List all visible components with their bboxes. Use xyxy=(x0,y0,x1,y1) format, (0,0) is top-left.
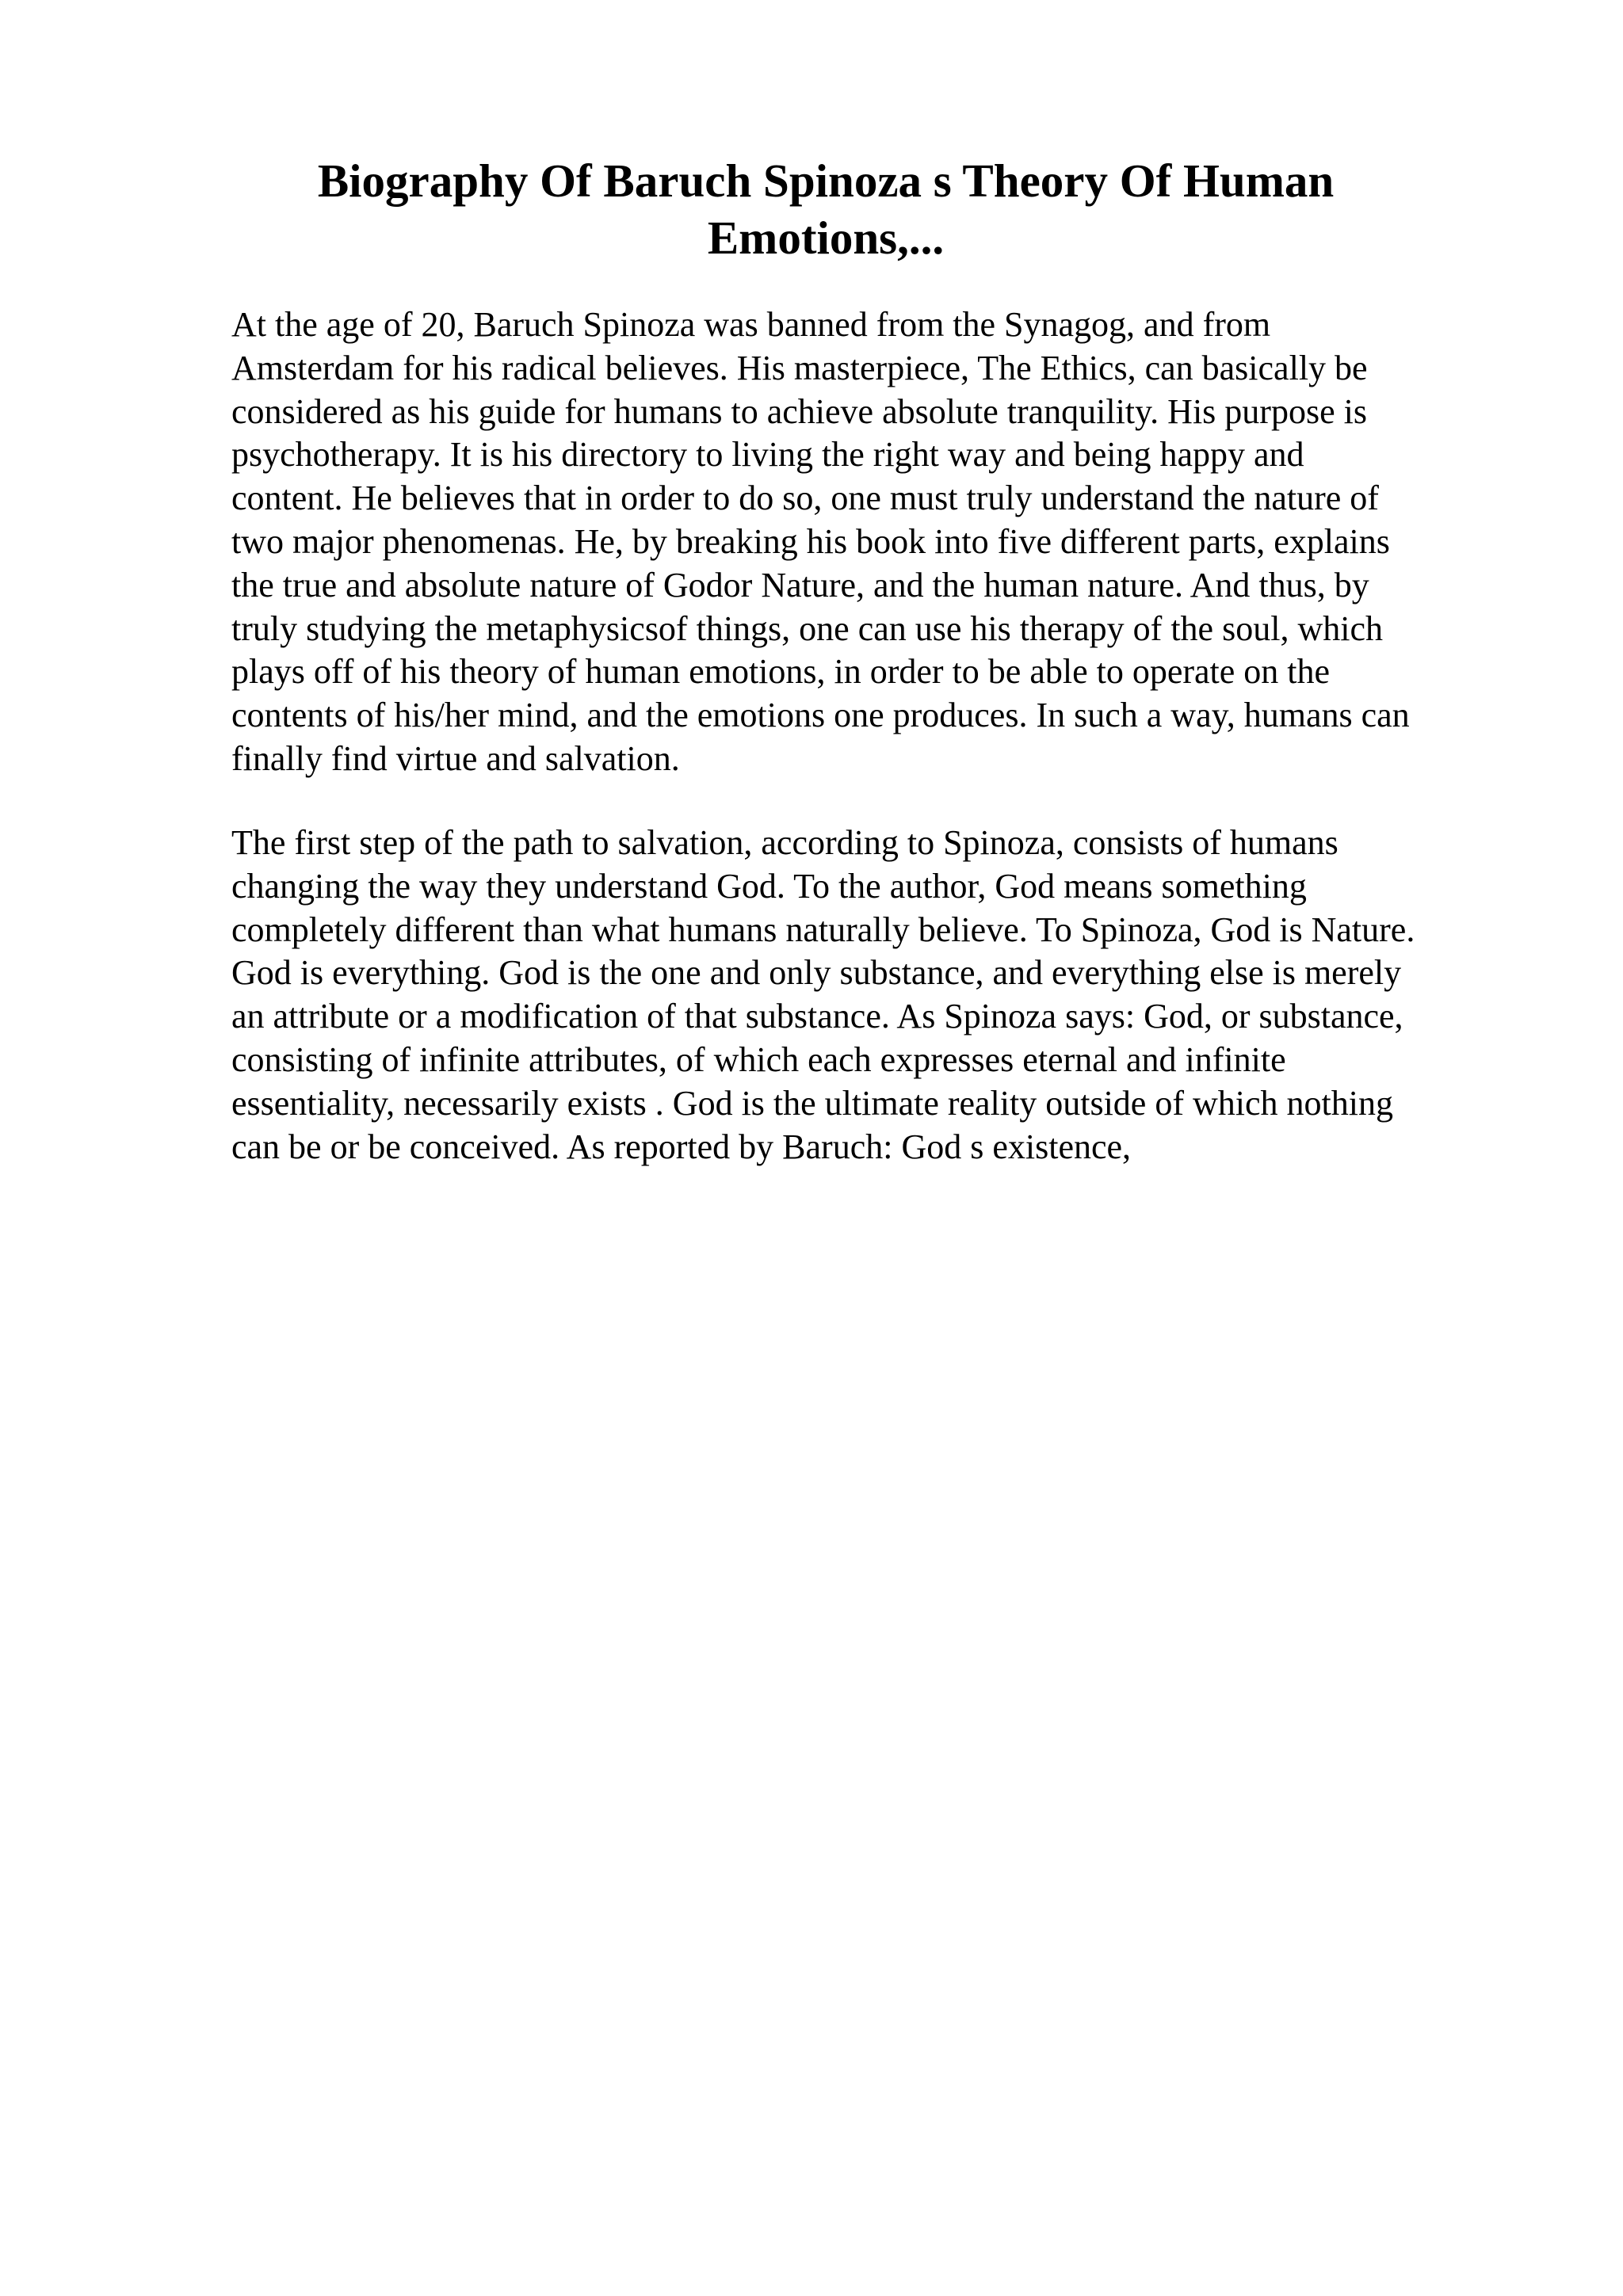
paragraph-line: content. He believes that in order to do so, one must truly understand the nature of xyxy=(231,479,1379,518)
paragraph-line: plays off of his theory of human emotions, in order to be able to operate on the xyxy=(231,652,1331,692)
body-paragraph xyxy=(231,303,1410,781)
paragraph-line: contents of his/her mind, and the emotions one produces. In such a way, humans can xyxy=(231,696,1410,735)
body-paragraph xyxy=(231,822,1415,1169)
paragraph-line: considered as his guide for humans to achieve absolute tranquility. His purpose is xyxy=(231,391,1367,431)
paragraph-line: changing the way they understand God. To the author, God means something xyxy=(231,866,1307,906)
paragraph-line: an attribute or a modification of that substance. As Spinoza says: God, or substance, xyxy=(231,997,1403,1036)
paragraph-line: truly studying the metaphysicsof things, one can use his therapy of the soul, which xyxy=(231,608,1383,648)
paragraph-line: the true and absolute nature of Godor Nature, and the human nature. And thus, by xyxy=(231,565,1369,605)
paragraph-line: finally find virtue and salvation. xyxy=(231,738,680,778)
title-line: Biography Of Baruch Spinoza s Theory Of Human xyxy=(317,154,1335,207)
paragraph-line: God is everything. God is the one and only substance, and everything else is merely xyxy=(231,953,1402,993)
paragraph-line: can be or be conceived. As reported by Baruch: God s existence, xyxy=(231,1127,1132,1166)
paragraph-line: essentiality, necessarily exists . God is the ultimate reality outside of which nothing xyxy=(231,1083,1393,1123)
title-line: Emotions,... xyxy=(707,212,945,264)
paragraph-line: psychotherapy. It is his directory to living the right way and being happy and xyxy=(231,435,1304,475)
paragraph-line: The first step of the path to salvation, according to Spinoza, consists of humans xyxy=(231,823,1338,862)
paragraph-line: At the age of 20, Baruch Spinoza was banned from the Synagog, and from xyxy=(231,305,1271,344)
paragraph-line: completely different than what humans naturally believe. To Spinoza, God is Nature. xyxy=(231,910,1415,949)
paragraph-line: consisting of infinite attributes, of which each expresses eternal and infinite xyxy=(231,1039,1286,1079)
paragraph-line: two major phenomenas. He, by breaking his book into five different parts, explains xyxy=(231,521,1390,561)
paragraph-line: Amsterdam for his radical believes. His masterpiece, The Ethics, can basically be xyxy=(231,348,1368,387)
document-title xyxy=(231,152,1420,266)
